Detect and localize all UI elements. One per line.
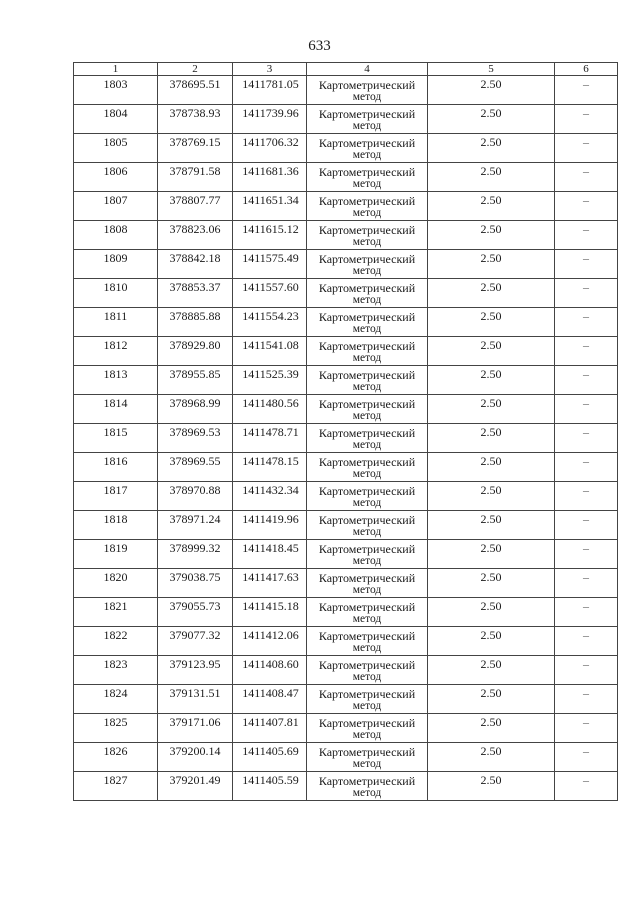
column-header-6: 6 — [555, 63, 618, 76]
x-coordinate-cell: 379201.49 — [158, 772, 233, 801]
point-number-cell: 1826 — [74, 743, 158, 772]
table-row — [74, 105, 618, 134]
method-line-1: Картометрический — [318, 281, 416, 295]
method-cell — [307, 192, 428, 221]
note-cell: – — [555, 192, 618, 221]
point-number-cell: 1820 — [74, 569, 158, 598]
point-number-cell: 1809 — [74, 250, 158, 279]
table-row — [74, 337, 618, 366]
table-row — [74, 279, 618, 308]
method-cell — [307, 656, 428, 685]
note-cell: – — [555, 250, 618, 279]
note-cell: – — [555, 308, 618, 337]
x-coordinate-cell: 378971.24 — [158, 511, 233, 540]
y-coordinate-cell: 1411739.96 — [233, 105, 307, 134]
accuracy-cell: 2.50 — [428, 511, 555, 540]
accuracy-cell: 2.50 — [428, 424, 555, 453]
method-line-1: Картометрический — [318, 397, 416, 411]
table-row — [74, 308, 618, 337]
method-line-1: Картометрический — [318, 716, 416, 730]
method-line-2: метод — [352, 381, 382, 393]
note-cell: – — [555, 76, 618, 105]
method-line-1: Картометрический — [318, 194, 416, 208]
note-cell: – — [555, 598, 618, 627]
method-line-1: Картометрический — [318, 136, 416, 150]
method-cell — [307, 453, 428, 482]
method-line-1: Картометрический — [318, 310, 416, 324]
method-line-2: метод — [352, 439, 382, 451]
x-coordinate-cell: 379200.14 — [158, 743, 233, 772]
y-coordinate-cell: 1411557.60 — [233, 279, 307, 308]
accuracy-cell: 2.50 — [428, 221, 555, 250]
method-line-1: Картометрический — [318, 107, 416, 121]
method-line-2: метод — [352, 352, 382, 364]
table-row — [74, 540, 618, 569]
point-number-cell: 1818 — [74, 511, 158, 540]
point-number-cell: 1815 — [74, 424, 158, 453]
y-coordinate-cell: 1411432.34 — [233, 482, 307, 511]
table-row — [74, 221, 618, 250]
table-row — [74, 482, 618, 511]
x-coordinate-cell: 378807.77 — [158, 192, 233, 221]
method-line-2: метод — [352, 729, 382, 741]
page-number: 633 — [308, 38, 331, 54]
table-row — [74, 772, 618, 801]
accuracy-cell: 2.50 — [428, 569, 555, 598]
method-line-1: Картометрический — [318, 223, 416, 237]
accuracy-cell: 2.50 — [428, 714, 555, 743]
accuracy-cell: 2.50 — [428, 627, 555, 656]
accuracy-cell: 2.50 — [428, 337, 555, 366]
method-line-2: метод — [352, 671, 382, 683]
note-cell: – — [555, 337, 618, 366]
point-number-cell: 1814 — [74, 395, 158, 424]
point-number-cell: 1819 — [74, 540, 158, 569]
y-coordinate-cell: 1411541.08 — [233, 337, 307, 366]
note-cell: – — [555, 743, 618, 772]
table-row — [74, 627, 618, 656]
method-cell — [307, 598, 428, 627]
method-line-2: метод — [352, 584, 382, 596]
method-line-1: Картометрический — [318, 542, 416, 556]
y-coordinate-cell: 1411417.63 — [233, 569, 307, 598]
y-coordinate-cell: 1411478.15 — [233, 453, 307, 482]
method-line-2: метод — [352, 526, 382, 538]
point-number-cell: 1810 — [74, 279, 158, 308]
accuracy-cell: 2.50 — [428, 163, 555, 192]
method-line-2: метод — [352, 149, 382, 161]
point-number-cell: 1817 — [74, 482, 158, 511]
accuracy-cell: 2.50 — [428, 366, 555, 395]
method-line-2: метод — [352, 178, 382, 190]
accuracy-cell: 2.50 — [428, 743, 555, 772]
method-line-1: Картометрический — [318, 426, 416, 440]
note-cell: – — [555, 424, 618, 453]
coordinates-table — [73, 62, 618, 801]
column-header-5: 5 — [428, 63, 555, 76]
y-coordinate-cell: 1411554.23 — [233, 308, 307, 337]
method-line-1: Картометрический — [318, 339, 416, 353]
method-cell — [307, 337, 428, 366]
method-cell — [307, 627, 428, 656]
note-cell: – — [555, 105, 618, 134]
table-row — [74, 453, 618, 482]
y-coordinate-cell: 1411408.47 — [233, 685, 307, 714]
method-line-2: метод — [352, 207, 382, 219]
method-line-2: метод — [352, 468, 382, 480]
table-header-row — [74, 63, 618, 76]
point-number-cell: 1825 — [74, 714, 158, 743]
x-coordinate-cell: 378929.80 — [158, 337, 233, 366]
point-number-cell: 1816 — [74, 453, 158, 482]
method-cell — [307, 105, 428, 134]
y-coordinate-cell: 1411480.56 — [233, 395, 307, 424]
point-number-cell: 1803 — [74, 76, 158, 105]
accuracy-cell: 2.50 — [428, 279, 555, 308]
x-coordinate-cell: 378999.32 — [158, 540, 233, 569]
table-row — [74, 192, 618, 221]
x-coordinate-cell: 378885.88 — [158, 308, 233, 337]
accuracy-cell: 2.50 — [428, 250, 555, 279]
accuracy-cell: 2.50 — [428, 540, 555, 569]
accuracy-cell: 2.50 — [428, 482, 555, 511]
method-line-1: Картометрический — [318, 745, 416, 759]
accuracy-cell: 2.50 — [428, 308, 555, 337]
column-header-3: 3 — [233, 63, 307, 76]
method-cell — [307, 279, 428, 308]
x-coordinate-cell: 378968.99 — [158, 395, 233, 424]
note-cell: – — [555, 627, 618, 656]
note-cell: – — [555, 656, 618, 685]
table-row — [74, 743, 618, 772]
method-line-2: метод — [352, 323, 382, 335]
y-coordinate-cell: 1411781.05 — [233, 76, 307, 105]
method-line-2: метод — [352, 265, 382, 277]
table-row — [74, 76, 618, 105]
x-coordinate-cell: 379131.51 — [158, 685, 233, 714]
accuracy-cell: 2.50 — [428, 656, 555, 685]
note-cell: – — [555, 511, 618, 540]
y-coordinate-cell: 1411405.69 — [233, 743, 307, 772]
method-cell — [307, 743, 428, 772]
method-cell — [307, 76, 428, 105]
y-coordinate-cell: 1411525.39 — [233, 366, 307, 395]
accuracy-cell: 2.50 — [428, 395, 555, 424]
method-line-1: Картометрический — [318, 165, 416, 179]
method-cell — [307, 366, 428, 395]
method-line-1: Картометрический — [318, 252, 416, 266]
column-header-2: 2 — [158, 63, 233, 76]
y-coordinate-cell: 1411408.60 — [233, 656, 307, 685]
method-cell — [307, 250, 428, 279]
table-row — [74, 511, 618, 540]
method-line-2: метод — [352, 497, 382, 509]
x-coordinate-cell: 378769.15 — [158, 134, 233, 163]
x-coordinate-cell: 378842.18 — [158, 250, 233, 279]
method-line-2: метод — [352, 700, 382, 712]
note-cell: – — [555, 395, 618, 424]
method-line-1: Картометрический — [318, 629, 416, 643]
table-row — [74, 424, 618, 453]
y-coordinate-cell: 1411419.96 — [233, 511, 307, 540]
table-row — [74, 134, 618, 163]
note-cell: – — [555, 685, 618, 714]
point-number-cell: 1827 — [74, 772, 158, 801]
method-line-2: метод — [352, 613, 382, 625]
method-line-2: метод — [352, 642, 382, 654]
x-coordinate-cell: 378955.85 — [158, 366, 233, 395]
method-line-2: метод — [352, 787, 382, 799]
method-line-1: Картометрический — [318, 368, 416, 382]
point-number-cell: 1811 — [74, 308, 158, 337]
note-cell: – — [555, 134, 618, 163]
x-coordinate-cell: 379077.32 — [158, 627, 233, 656]
x-coordinate-cell: 378791.58 — [158, 163, 233, 192]
method-line-2: метод — [352, 555, 382, 567]
method-line-1: Картометрический — [318, 513, 416, 527]
note-cell: – — [555, 714, 618, 743]
y-coordinate-cell: 1411407.81 — [233, 714, 307, 743]
y-coordinate-cell: 1411575.49 — [233, 250, 307, 279]
note-cell: – — [555, 221, 618, 250]
y-coordinate-cell: 1411651.34 — [233, 192, 307, 221]
table-row — [74, 163, 618, 192]
point-number-cell: 1805 — [74, 134, 158, 163]
note-cell: – — [555, 540, 618, 569]
table-row — [74, 598, 618, 627]
y-coordinate-cell: 1411415.18 — [233, 598, 307, 627]
method-line-2: метод — [352, 91, 382, 103]
method-line-1: Картометрический — [318, 774, 416, 788]
accuracy-cell: 2.50 — [428, 134, 555, 163]
note-cell: – — [555, 772, 618, 801]
accuracy-cell: 2.50 — [428, 453, 555, 482]
note-cell: – — [555, 279, 618, 308]
table-row — [74, 569, 618, 598]
point-number-cell: 1823 — [74, 656, 158, 685]
x-coordinate-cell: 379171.06 — [158, 714, 233, 743]
method-cell — [307, 482, 428, 511]
x-coordinate-cell: 379055.73 — [158, 598, 233, 627]
method-cell — [307, 685, 428, 714]
x-coordinate-cell: 378695.51 — [158, 76, 233, 105]
accuracy-cell: 2.50 — [428, 685, 555, 714]
y-coordinate-cell: 1411412.06 — [233, 627, 307, 656]
method-cell — [307, 221, 428, 250]
method-cell — [307, 772, 428, 801]
table-row — [74, 366, 618, 395]
note-cell: – — [555, 163, 618, 192]
column-header-4: 4 — [307, 63, 428, 76]
note-cell: – — [555, 482, 618, 511]
method-line-1: Картометрический — [318, 600, 416, 614]
method-cell — [307, 134, 428, 163]
x-coordinate-cell: 379038.75 — [158, 569, 233, 598]
x-coordinate-cell: 378823.06 — [158, 221, 233, 250]
table-row — [74, 656, 618, 685]
y-coordinate-cell: 1411418.45 — [233, 540, 307, 569]
note-cell: – — [555, 569, 618, 598]
method-cell — [307, 569, 428, 598]
point-number-cell: 1807 — [74, 192, 158, 221]
point-number-cell: 1804 — [74, 105, 158, 134]
method-cell — [307, 424, 428, 453]
method-line-1: Картометрический — [318, 571, 416, 585]
table-row — [74, 395, 618, 424]
x-coordinate-cell: 378970.88 — [158, 482, 233, 511]
method-line-1: Картометрический — [318, 78, 416, 92]
method-line-2: метод — [352, 758, 382, 770]
accuracy-cell: 2.50 — [428, 105, 555, 134]
method-line-2: метод — [352, 410, 382, 422]
method-cell — [307, 540, 428, 569]
accuracy-cell: 2.50 — [428, 192, 555, 221]
table-row — [74, 250, 618, 279]
note-cell: – — [555, 366, 618, 395]
table-body — [74, 76, 618, 801]
x-coordinate-cell: 378969.55 — [158, 453, 233, 482]
method-line-2: метод — [352, 294, 382, 306]
point-number-cell: 1806 — [74, 163, 158, 192]
method-cell — [307, 395, 428, 424]
table-row — [74, 685, 618, 714]
point-number-cell: 1813 — [74, 366, 158, 395]
y-coordinate-cell: 1411681.36 — [233, 163, 307, 192]
accuracy-cell: 2.50 — [428, 772, 555, 801]
point-number-cell: 1821 — [74, 598, 158, 627]
method-line-1: Картометрический — [318, 658, 416, 672]
y-coordinate-cell: 1411405.59 — [233, 772, 307, 801]
y-coordinate-cell: 1411706.32 — [233, 134, 307, 163]
method-cell — [307, 511, 428, 540]
x-coordinate-cell: 379123.95 — [158, 656, 233, 685]
accuracy-cell: 2.50 — [428, 598, 555, 627]
y-coordinate-cell: 1411615.12 — [233, 221, 307, 250]
method-cell — [307, 163, 428, 192]
x-coordinate-cell: 378853.37 — [158, 279, 233, 308]
method-line-1: Картометрический — [318, 687, 416, 701]
method-cell — [307, 714, 428, 743]
method-line-1: Картометрический — [318, 484, 416, 498]
point-number-cell: 1822 — [74, 627, 158, 656]
point-number-cell: 1808 — [74, 221, 158, 250]
table-row — [74, 714, 618, 743]
x-coordinate-cell: 378738.93 — [158, 105, 233, 134]
note-cell: – — [555, 453, 618, 482]
method-line-2: метод — [352, 236, 382, 248]
method-cell — [307, 308, 428, 337]
method-line-1: Картометрический — [318, 455, 416, 469]
y-coordinate-cell: 1411478.71 — [233, 424, 307, 453]
point-number-cell: 1812 — [74, 337, 158, 366]
column-header-1: 1 — [74, 63, 158, 76]
accuracy-cell: 2.50 — [428, 76, 555, 105]
x-coordinate-cell: 378969.53 — [158, 424, 233, 453]
point-number-cell: 1824 — [74, 685, 158, 714]
method-line-2: метод — [352, 120, 382, 132]
